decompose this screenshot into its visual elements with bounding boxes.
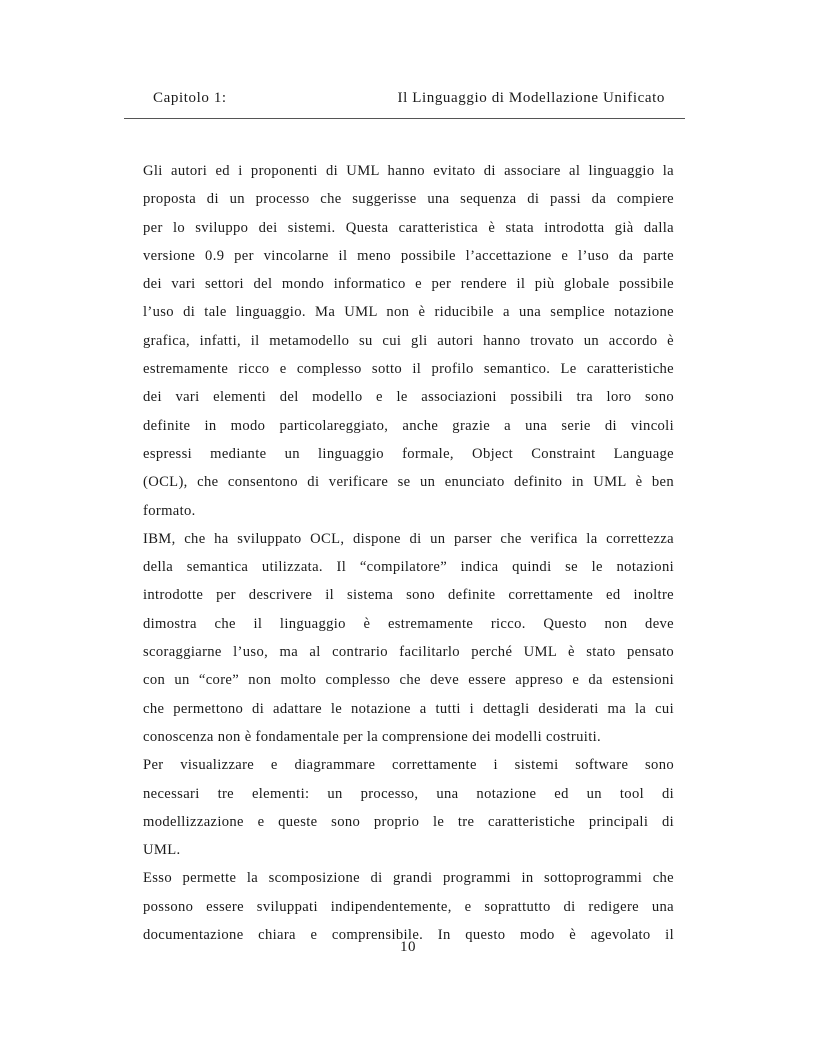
text-line: documentazione chiara e comprensibile. In questo modo è agevolato il <box>143 927 674 944</box>
paragraph <box>143 525 674 751</box>
text-line: con un “core” non molto complesso che deve essere appreso e da estensioni <box>143 672 674 689</box>
paragraph <box>143 157 674 525</box>
text-line: Gli autori ed i proponenti di UML hanno evitato di associare al linguaggio la <box>143 163 674 179</box>
chapter-label: Capitolo 1: <box>153 90 227 106</box>
text-line: necessari tre elementi: un processo, una notazione ed un tool di <box>143 785 674 802</box>
text-line: possono essere sviluppati indipendentemente, e soprattutto di redigere una <box>143 898 674 915</box>
page-number: 10 <box>400 939 416 955</box>
text-line: l’uso di tale linguaggio. Ma UML non è riducibile a una semplice notazione <box>143 304 674 321</box>
text-line: che permettono di adattare le notazione a tutti i dettagli desiderati ma la cui <box>143 700 674 717</box>
text-line: conoscenza non è fondamentale per la comprensione dei modelli costruiti. <box>143 728 601 745</box>
chapter-title: Il Linguaggio di Modellazione Unificato <box>397 90 665 106</box>
text-line: per lo sviluppo dei sistemi. Questa caratteristica è stata introdotta già dalla <box>143 219 674 236</box>
text-line: versione 0.9 per vincolarne il meno possibile l’accettazione e l’uso da parte <box>143 247 674 264</box>
text-line: grafica, infatti, il metamodello su cui gli autori hanno trovato un accordo è <box>143 332 674 349</box>
text-line: formato. <box>143 502 196 519</box>
header-divider <box>124 118 685 119</box>
text-line: scoraggiarne l’uso, ma al contrario facilitarlo perché UML è stato pensato <box>143 644 674 661</box>
text-line: (OCL), che consentono di verificare se un enunciato definito in UML è ben <box>143 474 674 491</box>
running-header <box>153 90 665 110</box>
paragraph <box>143 864 674 949</box>
text-line: modellizzazione e queste sono proprio le tre caratteristiche principali di <box>143 813 674 830</box>
text-line: Esso permette la scomposizione di grandi programmi in sottoprogrammi che <box>143 870 674 887</box>
paragraph <box>143 751 674 864</box>
text-line: Per visualizzare e diagrammare correttamente i sistemi software sono <box>143 757 674 774</box>
body-text <box>143 157 674 949</box>
text-line: proposta di un processo che suggerisse una sequenza di passi da compiere <box>143 191 674 208</box>
text-line: introdotte per descrivere il sistema sono definite correttamente ed inoltre <box>143 587 674 604</box>
text-line: della semantica utilizzata. Il “compilatore” indica quindi se le notazioni <box>143 559 674 576</box>
text-line: UML. <box>143 842 181 859</box>
text-line: dei vari settori del mondo informatico e per rendere il più globale possibile <box>143 276 674 293</box>
text-line: IBM, che ha sviluppato OCL, dispone di un parser che verifica la correttezza <box>143 530 674 547</box>
text-line: estremamente ricco e complesso sotto il profilo semantico. Le caratteristiche <box>143 361 674 378</box>
text-line: espressi mediante un linguaggio formale, Object Constraint Language <box>143 445 674 462</box>
text-line: definite in modo particolareggiato, anche grazie a una serie di vincoli <box>143 417 674 434</box>
text-line: dimostra che il linguaggio è estremamente ricco. Questo non deve <box>143 615 674 632</box>
text-line: dei vari elementi del modello e le associazioni possibili tra loro sono <box>143 389 674 406</box>
